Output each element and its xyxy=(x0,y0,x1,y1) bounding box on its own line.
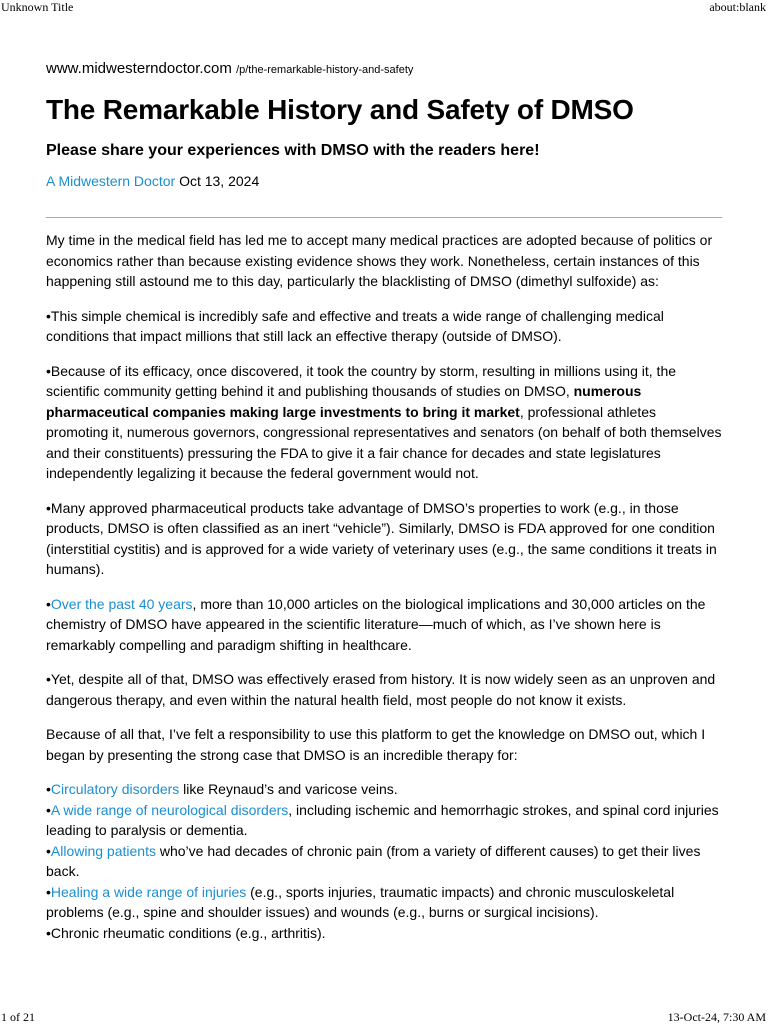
article-domain: www.midwesterndoctor.com xyxy=(46,60,232,77)
neurological-disorders-link[interactable]: A wide range of neurological disorders xyxy=(50,801,289,818)
healing-injuries-link[interactable]: Healing a wide range of injuries xyxy=(50,883,247,900)
list-item xyxy=(46,882,722,923)
paragraph-responsibility: Because of all that, I’ve felt a responsibility to use this platform to get the knowledge on DMSO out, which I began by presenting the strong case that DMSO is an incredible therapy for: xyxy=(46,726,706,763)
bullet-mark: • xyxy=(46,842,51,859)
paragraph-intro: My time in the medical field has led me to accept many medical practices are adopted because of politics or economics rather than because existing evidence shows they work. Nonetheless, certain instances of this happening still astound me to this day, particularly the blacklisting of DMSO (dimethyl sulfoxide) as: xyxy=(46,232,713,289)
bullet-mark: • xyxy=(46,801,51,818)
publish-date: Oct 13, 2024 xyxy=(179,173,260,189)
list-item-text: who’ve had decades of chronic pain (from a variety of different causes) to get their lives back. xyxy=(46,842,701,879)
article-subtitle: Please share your experiences with DMSO with the readers here! xyxy=(46,142,540,159)
print-header-url: about:blank xyxy=(709,0,766,14)
print-datetime: 13-Oct-24, 7:30 AM xyxy=(667,1010,766,1024)
therapy-list xyxy=(46,779,722,943)
paragraph-efficacy-text-a: •Because of its efficacy, once discovered, it took the country by storm, resulting in millions using it, the scientific community getting behind it and publishing thousands of studies on DMSO, xyxy=(46,362,677,399)
allowing-patients-link[interactable]: Allowing patients xyxy=(50,842,156,859)
article-url xyxy=(46,58,722,81)
list-item-text: Chronic rheumatic conditions (e.g., arthritis). xyxy=(50,924,326,941)
paragraph-erased: •Yet, despite all of that, DMSO was effectively erased from history. It is now widely seen as an unproven and dangerous therapy, and even within the natural health field, most people do not know it exists. xyxy=(46,671,716,708)
divider xyxy=(46,217,722,218)
paragraph-safe-effective: •This simple chemical is incredibly safe and effective and treats a wide range of challenging medical conditions that impact millions that still lack an effective therapy (outside of DMSO). xyxy=(46,307,664,344)
print-footer xyxy=(0,1010,768,1024)
page-number: 1 of 21 xyxy=(1,1010,35,1024)
list-item-text: (e.g., sports injuries, traumatic impacts) and chronic musculoskeletal problems (e.g., spine and shoulder issues) and wounds (e.g., burns or surgical incisions). xyxy=(46,883,675,920)
list-item xyxy=(46,800,722,841)
article xyxy=(46,58,722,943)
list-item xyxy=(46,841,722,882)
paragraph-approved-products: •Many approved pharmaceutical products take advantage of DMSO’s properties to work (e.g., in those products, DMSO is often classified as an inert “vehicle”). Similarly, DMSO is FDA approved for one condition (interstitial cystitis) and is approved for a wide variety of veterinary uses (e.g., the same conditions it treats in humans). xyxy=(46,499,717,577)
paragraph-articles xyxy=(46,594,722,656)
bullet-mark: • xyxy=(46,781,51,797)
article-body xyxy=(46,230,722,943)
bullet-mark: • xyxy=(46,595,51,612)
paragraph-articles-text: , more than 10,000 articles on the biological implications and 30,000 articles on the chemistry of DMSO have appeared in the scientific literature—much of which, as I’ve shown here is remarkably compelling and paradigm shifting in healthcare. xyxy=(46,595,706,653)
author-link[interactable]: A Midwestern Doctor xyxy=(46,173,176,189)
article-path: /p/the-remarkable-history-and-safety xyxy=(236,64,414,76)
list-item xyxy=(46,779,722,800)
circulatory-disorders-link[interactable]: Circulatory disorders xyxy=(50,781,180,797)
byline xyxy=(46,171,722,191)
print-header xyxy=(0,0,768,14)
list-item-text: like Reynaud’s and varicose veins. xyxy=(179,781,398,797)
paragraph-efficacy-text-b: , professional athletes promoting it, numerous governors, congressional representatives and senators (on behalf of both themselves and their constituents) pressuring the FDA to give it a fair chance for decades and state legislatures independently legalizing it because the federal government would not. xyxy=(46,403,722,481)
print-header-title: Unknown Title xyxy=(1,0,74,14)
past-40-years-link[interactable]: Over the past 40 years xyxy=(50,595,193,612)
list-item xyxy=(46,923,722,944)
bullet-mark: • xyxy=(46,924,51,941)
bullet-mark: • xyxy=(46,883,51,900)
article-title: The Remarkable History and Safety of DMSO xyxy=(46,94,634,125)
paragraph-efficacy-bold: numerous pharmaceutical companies making large investments to bring it market xyxy=(46,383,642,420)
paragraph-efficacy xyxy=(46,361,722,484)
list-item-text: , including ischemic and hemorrhagic strokes, and spinal cord injuries leading to paralysis or dementia. xyxy=(46,801,719,838)
